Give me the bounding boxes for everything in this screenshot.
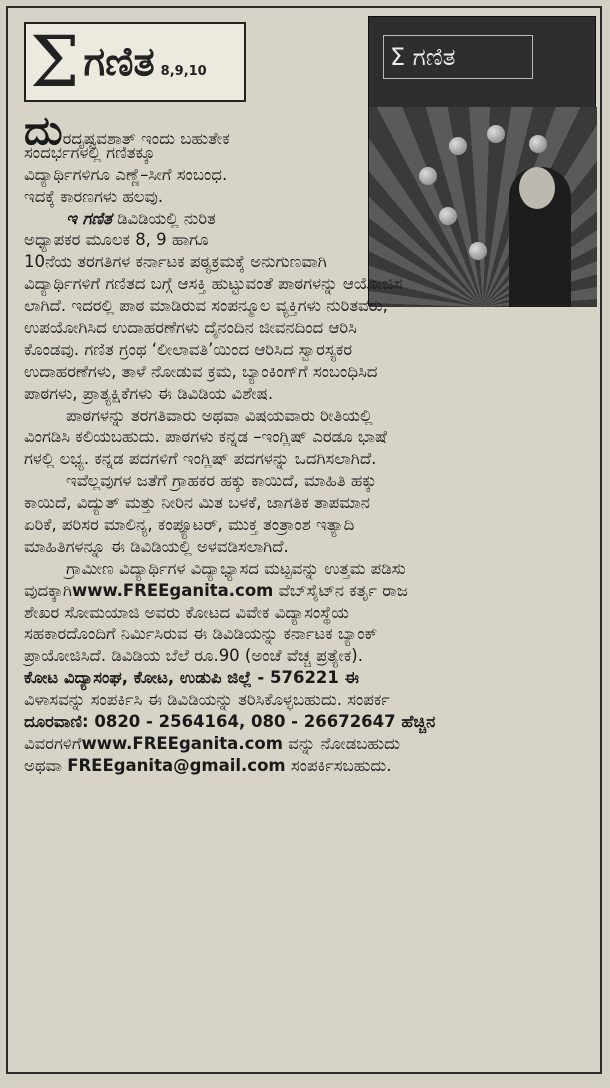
text-line [24, 208, 598, 230]
website-url[interactable]: www.FREEganita.com [71, 580, 274, 600]
text-line: ಪ್ರಾಯೋಜಿಸಿದೆ. ಡಿವಿಡಿಯ ಬೆಲೆ ರೂ.90 (ಅಂಚೆ ವೆಚ್ಚ ಪ್ರತ್ಯೇಕ). [24, 646, 363, 666]
article-body [24, 108, 598, 777]
text-line [24, 755, 598, 777]
text-span: ಡಿವಿಡಿಯಲ್ಲಿ ನುರಿತ [111, 208, 216, 228]
contact-email[interactable]: FREEganita@gmail.com [67, 755, 286, 775]
text-line: ಅಧ್ಯಾಪಕರ ಮೂಲಕ 8, 9 ಹಾಗೂ [24, 230, 209, 250]
text-span: ವಿವರಗಳಿಗೆ [24, 733, 82, 753]
text-line: ಸಹಕಾರದೊಂದಿಗೆ ನಿರ್ಮಿಸಿರುವ ಈ ಡಿವಿಡಿಯನ್ನು ಕರ್ನಾಟಕ ಬ್ಯಾಂಕ್ [24, 624, 378, 644]
text-line [24, 733, 598, 755]
text-line: ಗಳಲ್ಲಿ ಲಭ್ಯ. ಕನ್ನಡ ಪದಗಳಿಗೆ ಇಂಗ್ಲಿಷ್ ಪದಗಳನ್ನು ಒದಗಿಸಲಾಗಿದೆ. [24, 449, 377, 469]
text-span: ವುದಕ್ಕಾಗಿ [24, 580, 72, 600]
text-span: ಅಥವಾ [24, 755, 68, 775]
text-span: ರದೃಷ್ಟವಶಾತ್ ಇಂದು ಬಹುತೇಕ [62, 129, 230, 148]
text-line: ಉದಾಹರಣೆಗಳು, ತಾಳೆ ನೋಡುವ ಕ್ರಮ, ಬ್ಯಾಂಕಿಂಗ್‌ಗೆ ಸಂಬಂಧಿಸಿದ [24, 361, 378, 381]
text-line: ಇವೆಲ್ಲವುಗಳ ಜತೆಗೆ ಗ್ರಾಹಕರ ಹಕ್ಕು ಕಾಯಿದೆ, ಮಾಹಿತಿ ಹಕ್ಕು [66, 471, 377, 491]
text-line: ಸಂದರ್ಭಗಳಲ್ಲಿ ಗಣಿತಕ್ಕೂ [24, 142, 156, 162]
text-line: ಪಾಠಗಳನ್ನು ತರಗತಿವಾರು ಅಥವಾ ವಿಷಯವಾರು ರೀತಿಯಲ್ಲಿ [66, 405, 373, 425]
text-line: ಮಾಹಿತಿಗಳನ್ನೂ ಈ ಡಿವಿಡಿಯಲ್ಲಿ ಅಳವಡಿಸಲಾಗಿದೆ. [24, 536, 289, 556]
text-line: ಲಾಗಿದೆ. ಇದರಲ್ಲಿ ಪಾಠ ಮಾಡಿರುವ ಸಂಪನ್ಮೂಲ ವ್ಯಕ್ತಿಗಳು ನುರಿತವರು, [24, 296, 388, 316]
text-span: ಸಂಪರ್ಕಿಸಬಹುದು. [285, 755, 392, 775]
text-line: ಗ್ರಾಮೀಣ ವಿದ್ಯಾರ್ಥಿಗಳ ವಿದ್ಯಾಭ್ಯಾಸದ ಮಟ್ಟವನ್ನು ಉತ್ತಮ ಪಡಿಸು [66, 558, 406, 578]
text-line [24, 580, 598, 602]
text-line: ಪಾಠಗಳು, ಪ್ರಾತ್ಯಕ್ಷಿಕೆಗಳು ಈ ಡಿವಿಡಿಯ ವಿಶೇಷ. [24, 383, 274, 403]
text-line: ಕೋಟ ವಿದ್ಯಾಸಂಘ, ಕೋಟ, ಉಡುಪಿ ಜಿಲ್ಲೆ - 576221 ಈ [24, 668, 359, 688]
text-line: ಇದಕ್ಕೆ ಕಾರಣಗಳು ಹಲವು. [24, 186, 164, 206]
sigma-icon: Σ [30, 21, 80, 103]
ganita-logo [24, 22, 246, 102]
text-line: ಶೇಖರ ಸೋಮಯಾಜಿ ಅವರು ಕೋಟದ ವಿವೇಕ ವಿದ್ಯಾಸಂಸ್ಥೆಯ [24, 602, 349, 622]
text-line: ಕಾಯಿದೆ, ವಿದ್ಯುತ್ ಮತ್ತು ನೀರಿನ ಮಿತ ಬಳಕೆ, ಜಾಗತಿಕ ತಾಪಮಾನ [24, 493, 370, 513]
logo-grades: 8,9,10 [160, 63, 207, 79]
text-line: ವಿಂಗಡಿಸಿ ಕಲಿಯಬಹುದು. ಪಾಠಗಳು ಕನ್ನಡ –ಇಂಗ್ಲಿಷ್ ಎರಡೂ ಭಾಷೆ [24, 427, 387, 447]
cover-banner: Σ ಗಣಿತ [383, 35, 533, 79]
dropcap: ದು [24, 108, 63, 154]
website-url[interactable]: www.FREEganita.com [81, 733, 283, 753]
text-span: ವೆಬ್‌ಸೈಟ್‌ನ ಕರ್ತೃ ರಾಜ [273, 580, 408, 600]
text-line: ಕೊಂಡವು. ಗಣಿತ ಗ್ರಂಥ ‘ಲೀಲಾವತಿ’ಯಿಂದ ಆರಿಸಿದ ಸ್ವಾರಸ್ಯಕರ [24, 339, 353, 359]
text-line: 10ನೆಯ ತರಗತಿಗಳ ಕರ್ನಾಟಕ ಪಠ್ಯಕ್ರಮಕ್ಕೆ ಅನುಗುಣವಾಗಿ [24, 252, 327, 272]
text-line: ವಿಳಾಸವನ್ನು ಸಂಪರ್ಕಿಸಿ ಈ ಡಿವಿಡಿಯನ್ನು ತರಿಸಿಕೊಳ್ಳಬಹುದು. ಸಂಪರ್ಕ [24, 690, 390, 710]
text-line: ವಿದ್ಯಾರ್ಥಿಗಳಿಗೂ ಎಣ್ಣೆ–ಸೀಗೆ ಸಂಬಂಧ. [24, 164, 228, 184]
text-line: ಏರಿಕೆ, ಪರಿಸರ ಮಾಲಿನ್ಯ, ಕಂಪ್ಯೂಟರ್, ಮುಕ್ತ ತಂತ್ರಾಂಶ ಇತ್ಯಾದಿ [24, 515, 355, 535]
logo-word: ಗಣಿತ [83, 39, 155, 85]
article-clipping [6, 6, 602, 1074]
text-line: ದೂರವಾಣಿ: 0820 - 2564164, 080 - 26672647 ಹೆಚ್ಚಿನ [24, 712, 436, 732]
text-line: ವಿದ್ಯಾರ್ಥಿಗಳಿಗೆ ಗಣಿತದ ಬಗ್ಗೆ ಆಸಕ್ತಿ ಹುಟ್ಟುವಂತೆ ಪಾಠಗಳನ್ನು ಆಯೋಜಿಸ [24, 274, 403, 294]
lead-phrase: ಇ ಗಣಿತ [66, 208, 112, 228]
text-span: ವನ್ನು ನೋಡಬಹುದು [282, 733, 401, 753]
text-line: ಉಪಯೋಗಿಸಿದ ಉದಾಹರಣೆಗಳು ದೈನಂದಿನ ಜೀವನದಿಂದ ಆರಿಸಿ [24, 318, 357, 338]
cover-banner-text: ಗಣಿತ [412, 43, 456, 71]
